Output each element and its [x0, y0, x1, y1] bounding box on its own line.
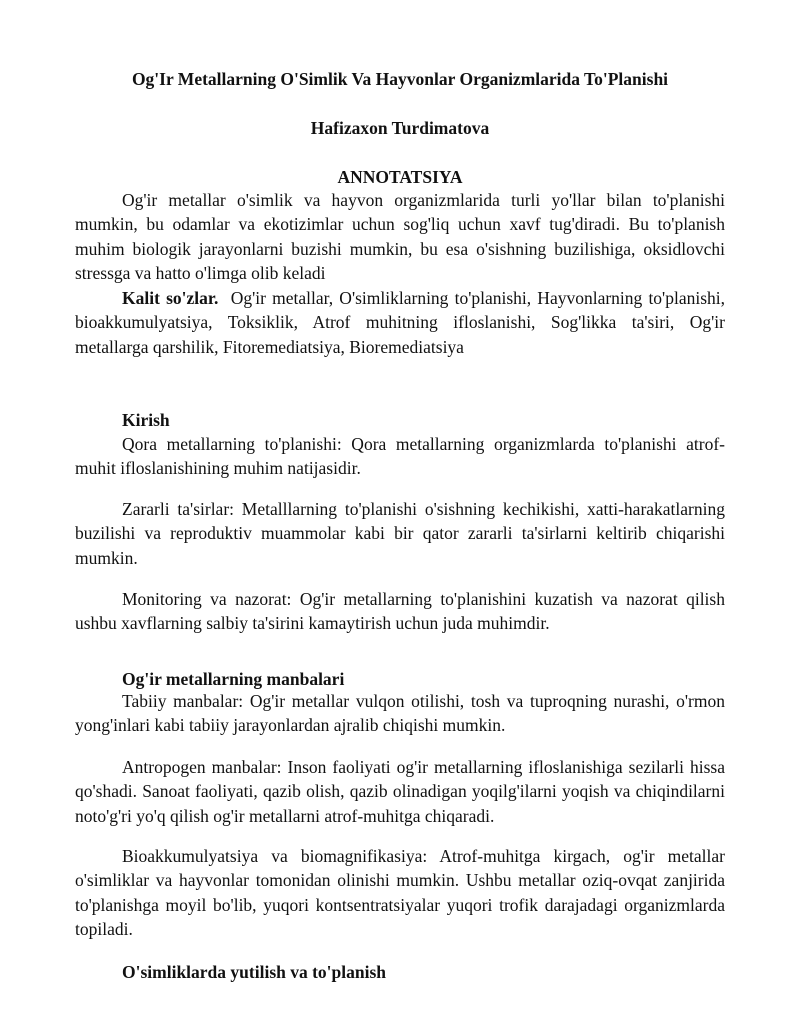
- intro-paragraph-2: Zararli ta'sirlar: Metalllarning to'planishi o'sishning kechikishi, xatti-harakatlarning buzilishi va reproduktiv muammolar kabi bir qator zararli ta'sirlarni keltirib chiqarishi mumkin.: [75, 499, 725, 568]
- sources-paragraph-2: Antropogen manbalar: Inson faoliyati og'ir metallarning ifloslanishiga sezilarli hissa qo'shadi. Sanoat faoliyati, qazib olish, qazib olinadigan yoqilg'ilarni yoqish va chiqindilarni noto'g'ri yo'q qilish og'ir metallarni atrof-muhitga chiqaradi.: [75, 757, 725, 826]
- author-name: Hafizaxon Turdimatova: [310, 118, 490, 138]
- annotation-heading: ANNOTATSIYA: [337, 167, 463, 187]
- intro-heading: Kirish: [122, 410, 170, 430]
- intro-paragraph-1: Qora metallarning to'planishi: Qora metallarning organizmlarda to'planishi atrof-muhit ifloslanishining muhim natijasidir.: [75, 434, 725, 479]
- keywords-paragraph: [75, 286, 725, 359]
- paper-title: Og'Ir Metallarning O'Simlik Va Hayvonlar Organizmlarida To'Planishi: [131, 69, 669, 89]
- annotation-paragraph: Og'ir metallar o'simlik va hayvon organizmlarida turli yo'llar bilan to'planishi mumkin, bu odamlar va ekotizimlar uchun sog'liq uchun xavf tug'diradi. Bu to'planish muhim biologik jarayonlarni buzishi mumkin, bu esa o'sishning buzilishiga, oksidlovchi stressga va hatto o'limga olib keladi: [75, 190, 725, 284]
- sources-paragraph-1: Tabiiy manbalar: Og'ir metallar vulqon otilishi, tosh va tuproqning nurashi, o'rmon yong'inlari kabi tabiiy jarayonlardan ajralib chiqishi mumkin.: [75, 691, 725, 736]
- keywords-label: Kalit so'zlar.: [122, 288, 219, 308]
- intro-paragraph-3: Monitoring va nazorat: Og'ir metallarning to'planishini kuzatish va nazorat qilish ushbu xavflarning salbiy ta'sirini kamaytirish uchun juda muhimdir.: [75, 589, 725, 634]
- sources-heading: Og'ir metallarning manbalari: [122, 669, 345, 689]
- sources-paragraph-3: Bioakkumulyatsiya va biomagnifikasiya: Atrof-muhitga kirgach, og'ir metallar o'simliklar va hayvonlar tomonidan olinishi mumkin. Ushbu metallar oziq-ovqat zanjirida to'planishga moyil bo'lib, yuqori kontsentratsiyalar yuqori trofik darajadagi organizmlarda topiladi.: [75, 846, 725, 940]
- plants-heading: O'simliklarda yutilish va to'planish: [122, 962, 387, 982]
- keywords-list: Og'ir metallar, O'simliklarning to'planishi, Hayvonlarning to'planishi, bioakkumulyatsiya, Toksiklik, Atrof muhitning ifloslanishi, Sog'likka ta'siri, Og'ir metallarga qarshilik, Fitoremediatsiya, Bioremediatsiya: [75, 288, 725, 357]
